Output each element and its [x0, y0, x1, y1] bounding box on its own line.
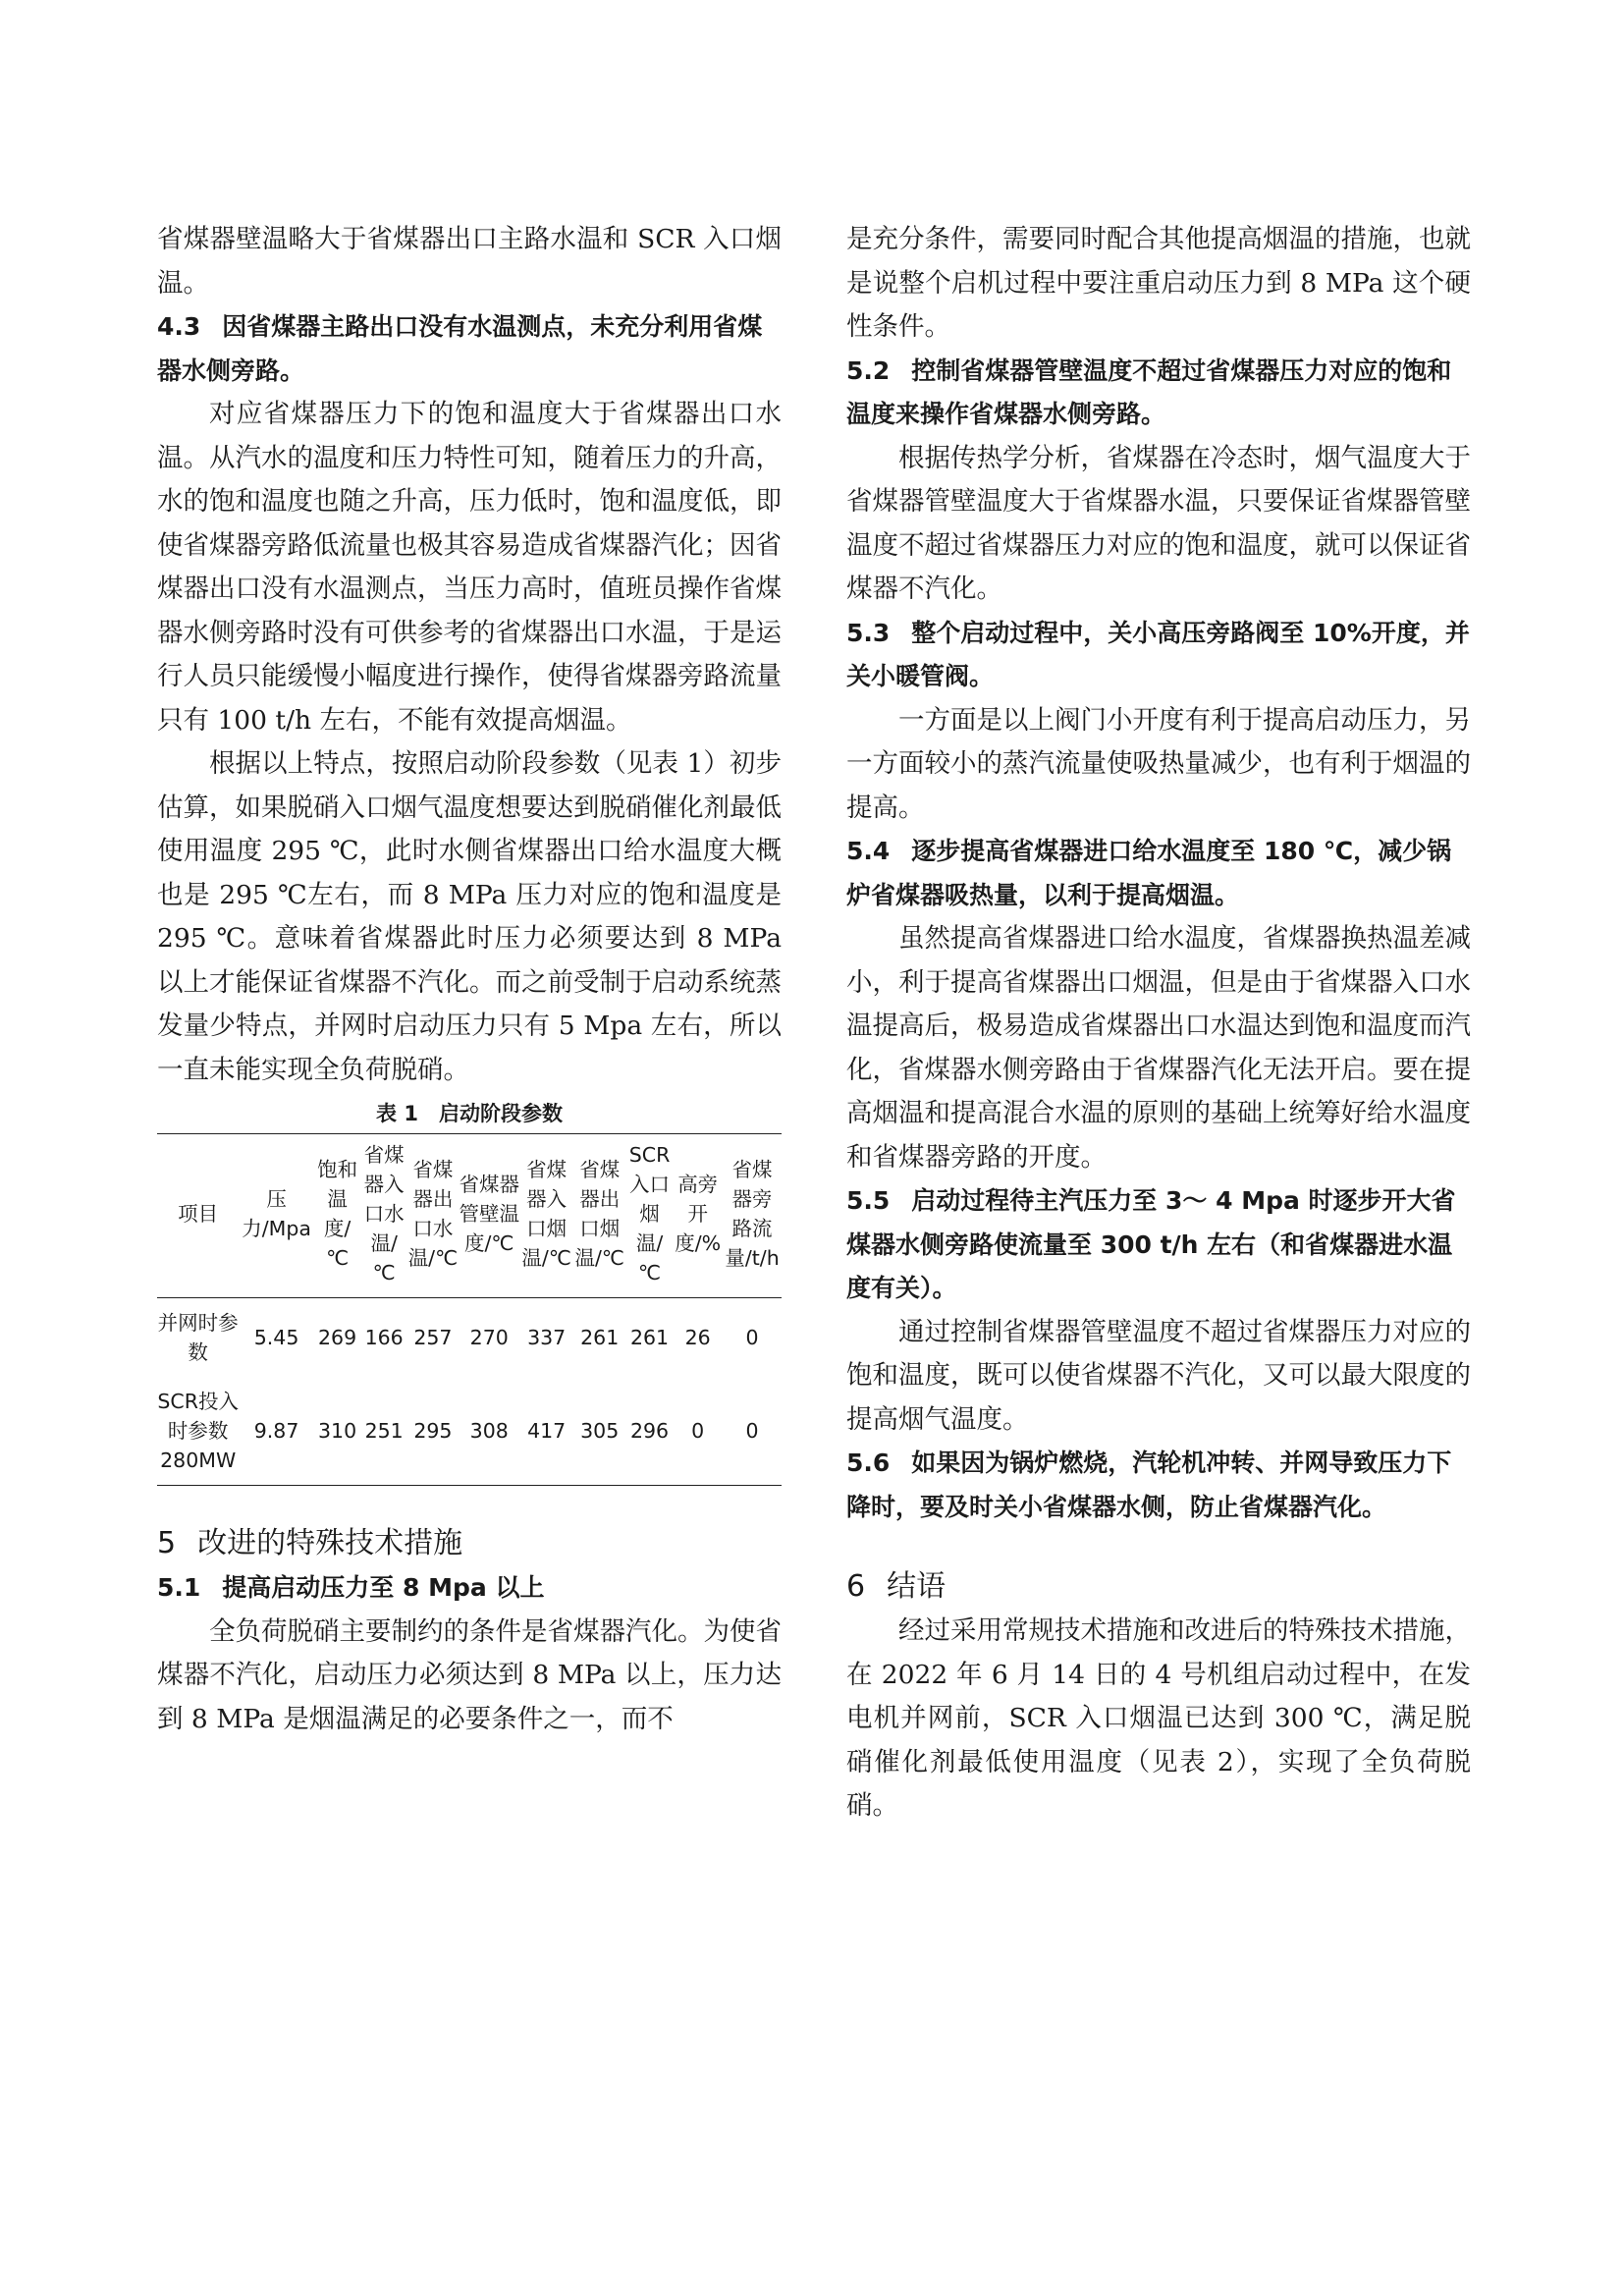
- table-cell: 5.45: [253, 1326, 299, 1349]
- right-column: [846, 218, 1471, 1829]
- section-title: 因省煤器主路出口没有水温测点，未充分利用省煤器水侧旁路。: [157, 312, 763, 385]
- row-label: 并网时参数: [157, 1311, 239, 1364]
- left-column: [157, 218, 782, 1741]
- table-cell: 166: [364, 1326, 404, 1349]
- section-title: 整个启动过程中，关小高压旁路阀至 10%开度，并关小暖管阀。: [846, 618, 1470, 690]
- table-cell: 337: [527, 1326, 567, 1349]
- column-header: 省煤器旁路流量/t/h: [725, 1158, 780, 1270]
- table-cell: 296: [629, 1419, 670, 1443]
- column-header: 省煤器入口水温/℃: [363, 1143, 405, 1285]
- column-header: 省煤器出口烟温/℃: [574, 1158, 624, 1270]
- table-cell: 261: [629, 1326, 670, 1349]
- section-number: 5.6: [846, 1449, 891, 1477]
- section-number: 5.5: [846, 1186, 891, 1215]
- section-title: 结语: [887, 1569, 947, 1604]
- section-title: 提高启动压力至 8 Mpa 以上: [222, 1573, 545, 1602]
- section-number: 5.3: [846, 618, 891, 647]
- section-heading-5-1: [157, 1566, 782, 1611]
- section-heading-6: [846, 1564, 1471, 1610]
- section-title: 如果因为锅炉燃烧，汽轮机冲转、并网导致压力下降时，要及时关小省煤器水侧，防止省煤器汽化。: [846, 1449, 1452, 1521]
- paragraph: 经过采用常规技术措施和改进后的特殊技术措施，在 2022 年 6 月 14 日的 4 号机组启动过程中，在发电机并网前，SCR 入口烟温已达到 300 ℃，满足脱硝催化剂最低使用温度（见表 2），实现了全负荷脱硝。: [846, 1615, 1471, 1821]
- paragraph: 对应省煤器压力下的饱和温度大于省煤器出口水温。从汽水的温度和压力特性可知，随着压力的升高，水的饱和温度也随之升高，压力低时，饱和温度低，即使省煤器旁路低流量也极其容易造成省煤器汽化；因省煤器出口没有水温测点，当压力高时，值班员操作省煤器水侧旁路时没有可供参考的省煤器出口水温，于是运行人员只能缓慢小幅度进行操作，使得省煤器旁路流量只有 100 t/h 左右，不能有效提高烟温。: [157, 399, 782, 736]
- section-number: 6: [846, 1569, 866, 1604]
- table-cell: 261: [580, 1326, 620, 1349]
- paragraph: 省煤器壁温略大于省煤器出口主路水温和 SCR 入口烟温。: [157, 224, 782, 299]
- paragraph: 根据传热学分析，省煤器在冷态时，烟气温度大于省煤器管壁温度大于省煤器水温，只要保证省煤器管壁温度不超过省煤器压力对应的饱和温度，就可以保证省煤器不汽化。: [846, 442, 1471, 604]
- table-cell: 0: [691, 1419, 705, 1443]
- table-cell: 26: [684, 1326, 711, 1349]
- paragraph: 是充分条件，需要同时配合其他提高烟温的措施，也就是说整个启机过程中要注重启动压力到 8 MPa 这个硬性条件。: [846, 224, 1471, 342]
- section-heading-5-5: [846, 1179, 1471, 1311]
- section-heading-5-4: [846, 830, 1471, 917]
- column-header: SCR入口烟温/℃: [628, 1143, 671, 1285]
- section-title: 启动过程待主汽压力至 3～ 4 Mpa 时逐步开大省煤器水侧旁路使流量至 300 t/h 左右（和省煤器进水温度有关）。: [846, 1186, 1456, 1302]
- table-cell: 269: [318, 1326, 357, 1349]
- table-cell: 257: [413, 1326, 453, 1349]
- section-number: 5.2: [846, 355, 891, 385]
- column-header: 压力/Mpa: [242, 1187, 311, 1240]
- section-number: 4.3: [157, 312, 201, 341]
- section-number: 5.4: [846, 837, 891, 865]
- section-heading-4-3: [157, 305, 782, 393]
- section-heading-5: [157, 1521, 782, 1566]
- section-heading-5-6: [846, 1442, 1471, 1529]
- table-cell: 305: [580, 1419, 620, 1443]
- startup-parameters-table: [157, 1133, 782, 1486]
- paragraph: 根据以上特点，按照启动阶段参数（见表 1）初步估算，如果脱硝入口烟气温度想要达到脱硝催化剂最低使用温度 295 ℃，此时水侧省煤器出口给水温度大概也是 295 ℃左右，而 8 MPa 压力对应的饱和温度是 295 ℃。意味着省煤器此时压力必须要达到 8 MPa 以上才能保证省煤器不汽化。而之前受制于启动系统蒸发量少特点，并网时启动压力只有 5 Mpa 左右，所以一直未能实现全负荷脱硝。: [157, 748, 782, 1085]
- table-cell: 308: [469, 1419, 509, 1443]
- column-header: 省煤器管壁温度/℃: [459, 1173, 519, 1255]
- row-label: SCR投入时参数280MW: [157, 1390, 239, 1472]
- section-title: 控制省煤器管壁温度不超过省煤器压力对应的饱和温度来操作省煤器水侧旁路。: [846, 355, 1452, 428]
- paragraph: 通过控制省煤器管壁温度不超过省煤器压力对应的饱和温度，既可以使省煤器不汽化，又可以最大限度的提高烟气温度。: [846, 1316, 1471, 1435]
- column-header: 饱和温度/℃: [317, 1158, 358, 1270]
- column-header: 高旁开度/%: [675, 1173, 722, 1255]
- table-cell: 0: [745, 1419, 759, 1443]
- table-cell: 251: [364, 1419, 404, 1443]
- table-header-row: [157, 1134, 782, 1298]
- table-row: [157, 1298, 782, 1378]
- section-number: 5: [157, 1526, 177, 1560]
- table-cell: 310: [318, 1419, 357, 1443]
- table-cell: 0: [745, 1326, 759, 1349]
- table-cell: 270: [469, 1326, 509, 1349]
- table-caption: 表 1 启动阶段参数: [376, 1102, 563, 1125]
- section-heading-5-3: [846, 612, 1471, 699]
- table-cell: 417: [527, 1419, 567, 1443]
- paragraph: 一方面是以上阀门小开度有利于提高启动压力，另一方面较小的蒸汽流量使吸热量减少，也有利于烟温的提高。: [846, 704, 1471, 823]
- section-heading-5-2: [846, 350, 1471, 437]
- column-header: 省煤器入口烟温/℃: [521, 1158, 571, 1270]
- spacer: [846, 1529, 1471, 1564]
- section-title: 改进的特殊技术措施: [197, 1526, 463, 1560]
- table-cell: 9.87: [253, 1419, 299, 1443]
- paragraph: 虽然提高省煤器进口给水温度，省煤器换热温差减小，利于提高省煤器出口烟温，但是由于省煤器入口水温提高后，极易造成省煤器出口水温达到饱和温度而汽化，省煤器水侧旁路由于省煤器汽化无法开启。要在提高烟温和提高混合水温的原则的基础上统筹好给水温度和省煤器旁路的开度。: [846, 923, 1471, 1173]
- spacer: [157, 1486, 782, 1521]
- column-header: 省煤器出口水温/℃: [407, 1158, 459, 1270]
- section-number: 5.1: [157, 1573, 201, 1602]
- table-row: [157, 1377, 782, 1486]
- section-title: 逐步提高省煤器进口给水温度至 180 ℃，减少锅炉省煤器吸热量，以利于提高烟温。: [846, 837, 1452, 909]
- table-cell: 295: [413, 1419, 453, 1443]
- paragraph: 全负荷脱硝主要制约的条件是省煤器汽化。为使省煤器不汽化，启动压力必须达到 8 MPa 以上，压力达到 8 MPa 是烟温满足的必要条件之一，而不: [157, 1615, 782, 1734]
- column-header: 项目: [178, 1202, 219, 1226]
